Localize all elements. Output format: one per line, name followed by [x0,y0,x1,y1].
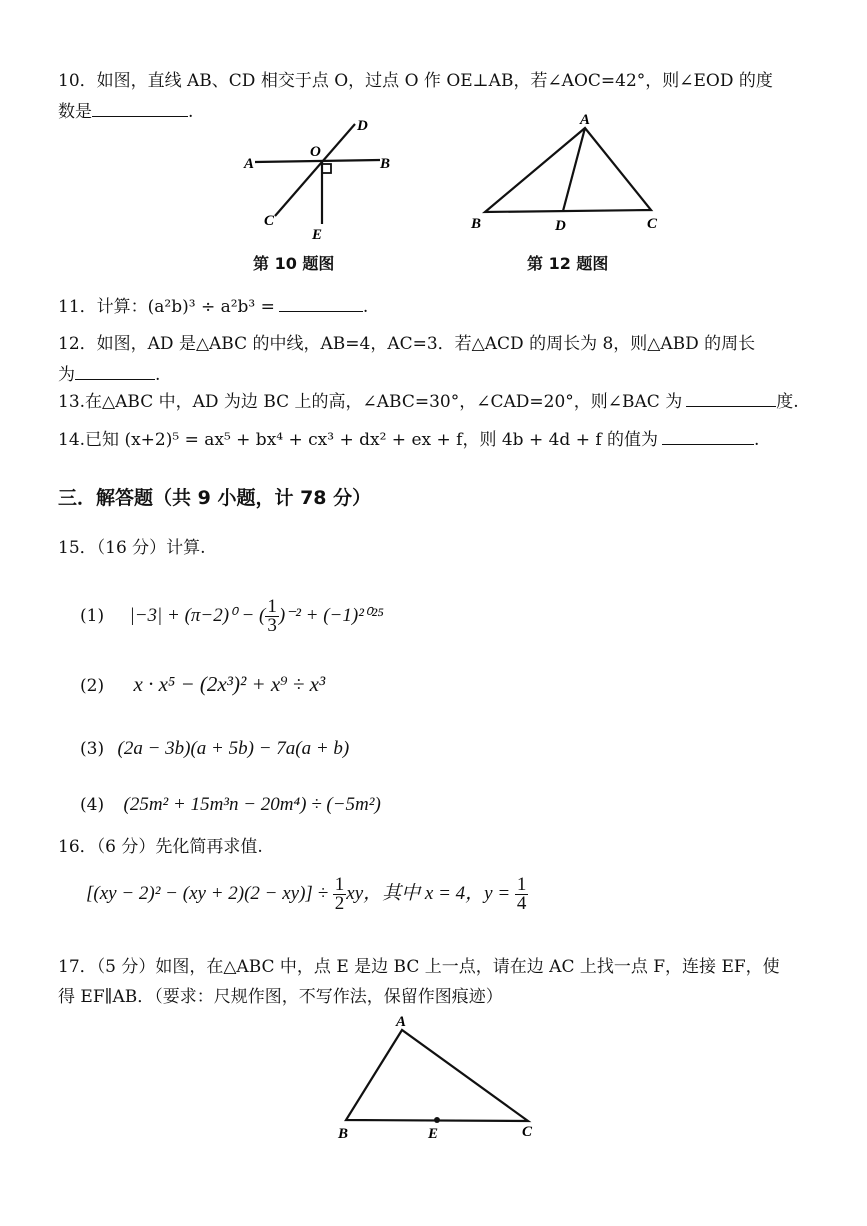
q11-text: 11．计算：(a²b)³ ÷ a²b³ = [58,297,275,317]
q15-p1-expr: |−3| + (π−2)⁰ − ( [129,605,266,626]
q15-p4-label: (4) [80,795,105,815]
fig10-label-d: D [357,118,368,134]
q12-line1: 12．如图，AD 是△ABC 的中线，AB=4，AC=3．若△ACD 的周长为 8，则△ABD 的周长 [58,334,756,354]
fig17-label-b: B [338,1126,349,1142]
q15-p2-label: (2) [80,676,105,696]
q15-title: 15．（16 分）计算. [58,538,206,558]
fig17-label-e: E [428,1126,439,1142]
q17-line1: 17．（5 分）如图，在△ABC 中，点 E 是边 BC 上一点，请在边 AC 上找一点 F，连接 EF，使 [58,957,780,977]
q15-part2 [80,672,325,697]
q13-answer-blank[interactable] [686,390,776,407]
q14 [58,428,759,451]
q10-line1: 10．如图，直线 AB、CD 相交于点 O，过点 O 作 OE⊥AB，若∠AOC=42°，则∠EOD 的度 [58,71,773,91]
fig10-label-e: E [312,227,323,243]
figure-10 [230,112,410,247]
fig17-label-a: A [396,1014,407,1030]
q16-title: 16．（6 分）先化简再求值. [58,837,263,857]
q13-end: 度. [776,392,799,412]
fig10-label-o: O [310,144,321,160]
q10-prefix: 数是 [58,102,92,122]
q15-part4 [80,794,381,816]
fig17-point-e [434,1117,440,1123]
q10-end: . [188,102,194,122]
figure-12 [465,112,665,237]
q12-end: . [155,365,161,385]
q16-expr-tail: xy，其中 x = 4，y = [346,883,515,904]
q16-frac-num: 1 [334,874,345,895]
q11-answer-blank[interactable] [279,295,363,312]
q16-y-num: 1 [516,874,527,895]
fig10-label-a: A [244,156,255,172]
fig10-label-b: B [380,156,391,172]
q15-p3-label: (3) [80,739,105,759]
fig10-label-c: C [264,213,275,229]
q16-expression [86,876,528,913]
q11 [58,295,368,318]
q15-part1 [80,598,384,635]
q12-answer-blank[interactable] [75,363,155,380]
fig12-label-a: A [580,112,591,128]
q15-p1-frac-den: 3 [267,615,277,636]
q16-y-den: 4 [516,893,527,914]
fig12-label-c: C [647,216,658,232]
fig17-label-c: C [522,1124,533,1140]
figure-17 [330,1010,550,1145]
q16-frac [333,876,347,913]
q10-line2 [58,100,193,123]
q12-prefix: 为 [58,365,75,385]
q14-text: 14.已知 (x+2)⁵ = ax⁵ + bx⁴ + cx³ + dx² + ex + f，则 4b + 4d + f 的值为 [58,430,659,450]
q13 [58,390,799,413]
q14-answer-blank[interactable] [662,428,754,445]
q15-p1-label: (1) [80,606,105,626]
fig10-caption: 第 10 题图 [253,254,335,273]
q15-p2-expr: x · x⁵ − (2x³)² + x⁹ ÷ x³ [133,672,326,696]
q15-part3 [80,738,349,760]
q17-line2: 得 EF∥AB．（要求：尺规作图，不写作法，保留作图痕迹） [58,987,503,1007]
q12-line2 [58,363,160,386]
q15-p1-frac-num: 1 [267,596,277,617]
q13-text: 13.在△ABC 中，AD 为边 BC 上的高，∠ABC=30°，∠CAD=20°，则∠BAC 为 [58,392,683,412]
q14-end: . [754,430,760,450]
q15-p3-expr: (2a − 3b)(a + 5b) − 7a(a + b) [117,738,350,759]
fig12-caption: 第 12 题图 [527,254,609,273]
section-3-heading: 三．解答题（共 9 小题，计 78 分） [58,487,372,509]
q15-p1-frac [265,598,279,635]
q15-p4-expr: (25m² + 15m³n − 20m⁴) ÷ (−5m²) [123,794,381,815]
fig12-label-d: D [555,218,566,234]
q16-y-frac [515,876,529,913]
q11-end: . [362,297,369,317]
q15-p1-tail: )⁻² + (−1)²⁰²⁵ [278,605,384,626]
q16-frac-den: 2 [334,893,345,914]
q10-answer-blank[interactable] [92,100,188,117]
q16-expr: [(xy − 2)² − (xy + 2)(2 − xy)] ÷ [86,883,333,904]
fig12-label-b: B [471,216,482,232]
